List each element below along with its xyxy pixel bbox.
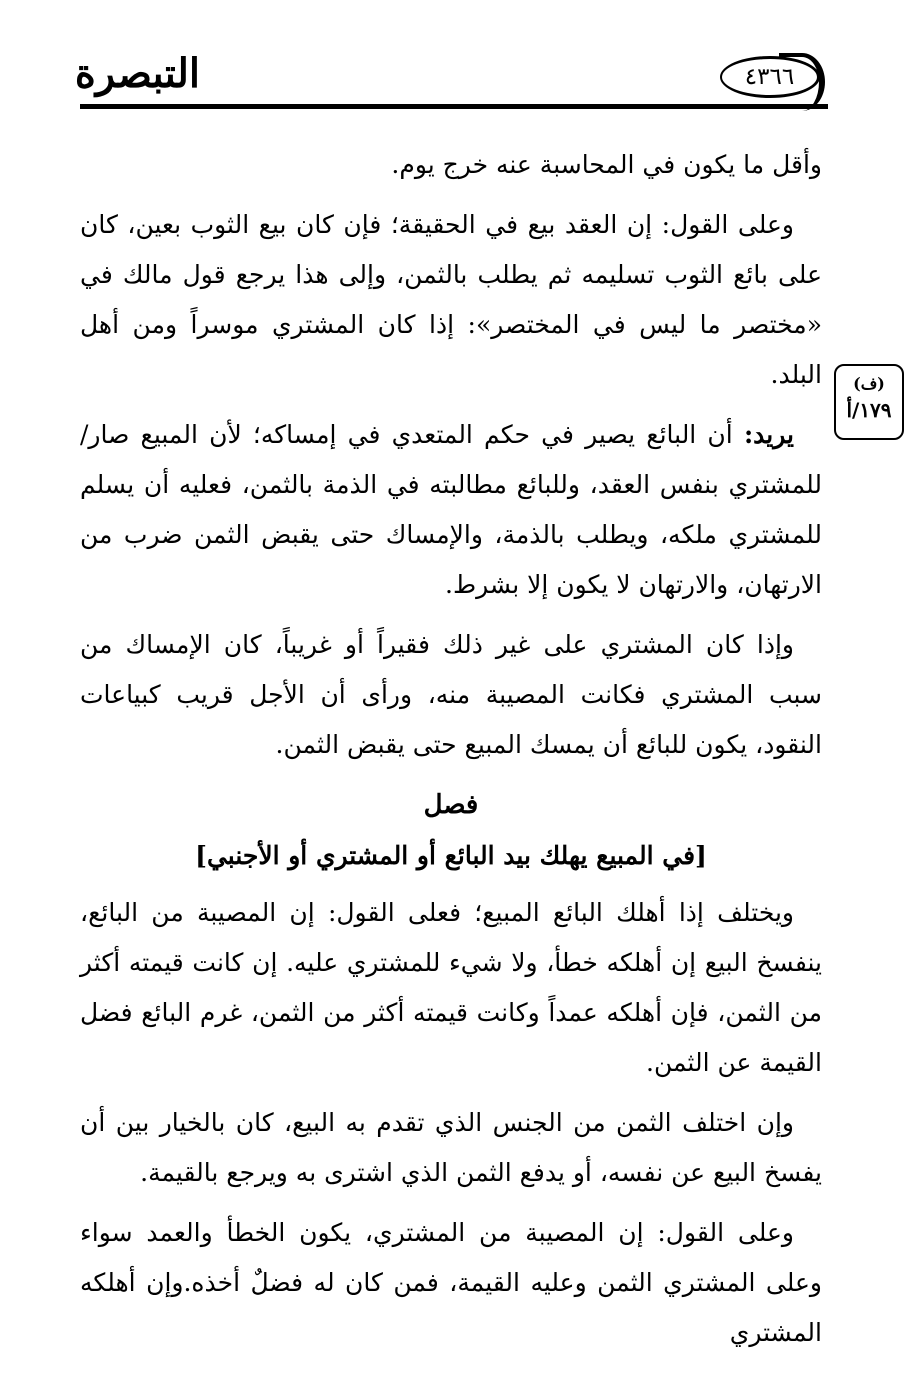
page-number-badge: [720, 56, 820, 98]
paragraph-text: وعلى القول: إن المصيبة من المشتري، يكون الخطأ والعمد سواء وعلى المشتري الثمن وعليه القيمة، فمن كان له فضلٌ أخذه.وإن أهلكه المشتري: [80, 1218, 822, 1347]
book-title: التبصرة: [74, 50, 200, 97]
paragraph-text: ويختلف إذا أهلك البائع المبيع؛ فعلى القول: إن المصيبة من البائع، ينفسخ البيع إن أهلكه خطأ، ولا شيء للمشتري عليه. إن كانت قيمته أكثر من الثمن، فإن أهلكه عمداً وكانت قيمته أكثر من الثمن، غرم البائع فضل القيمة عن الثمن.: [80, 898, 822, 1077]
paragraph: [80, 410, 822, 610]
paragraph: [80, 200, 822, 400]
main-text: [80, 140, 822, 1368]
paragraph: [80, 620, 822, 770]
paragraph-text: وإن اختلف الثمن من الجنس الذي تقدم به البيع، كان بالخيار بين أن يفسخ البيع عن نفسه، أو يدفع الثمن الذي اشترى به ويرجع بالقيمة.: [80, 1108, 822, 1187]
section-subheading: [في المبيع يهلك بيد البائع أو المشتري أو الأجنبي]: [195, 841, 707, 870]
paragraph: [80, 888, 822, 1088]
page-header: [74, 40, 828, 110]
paragraph: [80, 1208, 822, 1358]
margin-note-ref: ١٧٩/أ: [846, 398, 892, 422]
paragraph-text: وأقل ما يكون في المحاسبة عنه خرج يوم.: [391, 150, 822, 179]
paragraph-lead: يريد:: [743, 420, 794, 449]
paragraph-text: وإذا كان المشتري على غير ذلك فقيراً أو غريباً، كان الإمساك من سبب المشتري فكانت المصيبة منه، ورأى أن الأجل قريب كبياعات النقود، يكون للبائع أن يمسك المبيع حتى يقبض الثمن.: [80, 630, 822, 759]
paragraph-text: وعلى القول: إن العقد بيع في الحقيقة؛ فإن كان بيع الثوب بعين، كان على بائع الثوب تسليمه ثم يطلب بالثمن، وإلى هذا يرجع قول مالك في «مختصر ما ليس في المختصر»: إذا كان المشتري موسراً ومن أهل البلد.: [80, 210, 822, 389]
paragraph: [80, 1098, 822, 1198]
page-number: ٤٣٦٦: [744, 64, 795, 90]
section-heading: فصل: [423, 790, 479, 820]
paragraph-text: أن البائع يصير في حكم المتعدي في إمساكه؛ لأن المبيع صار/ للمشتري بنفس العقد، وللبائع مطالبته في الذمة بالثمن، فعليه أن يسلم للمشتري ملكه، ويطلب بالذمة، والإمساك حتى يقبض الثمن ضرب من الارتهان، والارتهان لا يكون إلا بشرط.: [80, 420, 822, 599]
paragraph: [80, 140, 822, 190]
margin-note: [834, 364, 904, 440]
header-rule: [80, 104, 828, 109]
margin-note-label: (ف): [853, 374, 885, 393]
